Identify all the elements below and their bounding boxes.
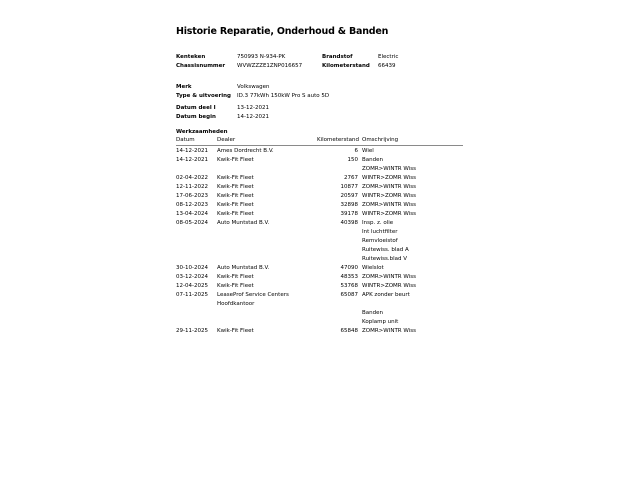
cell-omschrijving: Insp. z. olie Int luchtfilter Remvloeistof Ruitewiss. blad A Ruitewiss.blad V — [362, 220, 409, 262]
datum-deel-1-label: Datum deel I — [176, 105, 216, 111]
table-row — [176, 174, 463, 183]
cell-kilometerstand: 2767 — [344, 175, 358, 181]
kilometerstand-label: Kilometerstand — [322, 63, 370, 69]
cell-dealer: Kwik-Fit Fleet — [217, 193, 254, 199]
table-row — [176, 327, 463, 336]
datum-begin-label: Datum begin — [176, 114, 216, 120]
cell-omschrijving: APK zonder beurt Banden Koplamp unit — [362, 292, 410, 325]
cell-kilometerstand: 40398 — [340, 220, 358, 226]
cell-dealer: Kwik-Fit Fleet — [217, 328, 254, 334]
werkzaamheden-section-title: Werkzaamheden — [176, 129, 228, 135]
info-row-type-uitvoering — [176, 92, 468, 101]
table-header-row — [176, 137, 463, 146]
info-row-datum-begin — [176, 113, 468, 122]
cell-datum: 03-12-2024 — [176, 274, 208, 280]
cell-omschrijving: WINTR>ZOMR Wiss — [362, 193, 416, 199]
cell-kilometerstand: 39178 — [340, 211, 358, 217]
cell-kilometerstand: 65087 — [340, 292, 358, 298]
werkzaamheden-body — [176, 147, 463, 336]
cell-dealer: Kwik-Fit Fleet — [217, 175, 254, 181]
datum-deel-1-value: 13-12-2021 — [237, 105, 269, 111]
cell-omschrijving: ZOMR>WINTR Wiss — [362, 202, 416, 208]
table-row — [176, 201, 463, 210]
merk-value: Volkswagen — [237, 84, 270, 90]
cell-datum: 17-06-2023 — [176, 193, 208, 199]
cell-omschrijving: ZOMR>WINTR Wiss — [362, 184, 416, 190]
cell-datum: 08-05-2024 — [176, 220, 208, 226]
type-uitvoering-label: Type & uitvoering — [176, 93, 231, 99]
cell-omschrijving: ZOMR>WINTR Wiss — [362, 274, 416, 280]
cell-omschrijving: Wiel — [362, 148, 374, 154]
cell-omschrijving: Banden ZOMR>WINTR Wiss — [362, 157, 416, 172]
cell-omschrijving: WINTR>ZOMR Wiss — [362, 175, 416, 181]
table-row — [176, 156, 463, 174]
table-row — [176, 183, 463, 192]
table-row — [176, 273, 463, 282]
cell-omschrijving: WINTR>ZOMR Wiss — [362, 283, 416, 289]
cell-omschrijving: ZOMR>WINTR Wiss — [362, 328, 416, 334]
brandstof-label: Brandstof — [322, 54, 353, 60]
cell-datum: 12-04-2025 — [176, 283, 208, 289]
cell-datum: 12-11-2022 — [176, 184, 208, 190]
chassisnummer-value: WVWZZZE1ZNP016657 — [237, 63, 303, 69]
cell-kilometerstand: 65848 — [340, 328, 358, 334]
cell-dealer: Kwik-Fit Fleet — [217, 274, 254, 280]
cell-datum: 29-11-2025 — [176, 328, 208, 334]
cell-kilometerstand: 20597 — [340, 193, 358, 199]
kilometerstand-value: 66439 — [378, 63, 396, 69]
brandstof-value: Electric — [378, 54, 399, 60]
cell-datum: 30-10-2024 — [176, 265, 208, 271]
info-row-merk — [176, 83, 468, 92]
cell-dealer: Auto Muntstad B.V. — [217, 220, 270, 226]
cell-datum: 14-12-2021 — [176, 148, 208, 154]
cell-datum: 08-12-2023 — [176, 202, 208, 208]
table-row — [176, 282, 463, 291]
table-row — [176, 219, 463, 264]
cell-dealer: Auto Muntstad B.V. — [217, 265, 270, 271]
kenteken-value: 750993 N-934-PK — [237, 54, 286, 60]
table-row — [176, 210, 463, 219]
table-row — [176, 291, 463, 327]
cell-dealer: Kwik-Fit Fleet — [217, 157, 254, 163]
cell-omschrijving: Wielslot — [362, 265, 384, 271]
cell-dealer: LeaseProf Service Centers Hoofdkantoor — [217, 292, 289, 307]
werkzaamheden-table — [176, 137, 463, 336]
type-uitvoering-value: ID.3 77kWh 150kW Pro S auto 5D — [237, 93, 330, 99]
table-row — [176, 264, 463, 273]
column-header-omschrijving: Omschrijving — [362, 137, 399, 143]
cell-datum: 14-12-2021 — [176, 157, 208, 163]
cell-datum: 13-04-2024 — [176, 211, 208, 217]
kenteken-label: Kenteken — [176, 54, 206, 60]
cell-kilometerstand: 6 — [354, 148, 358, 154]
cell-omschrijving: WINTR>ZOMR Wiss — [362, 211, 416, 217]
cell-datum: 07-11-2025 — [176, 292, 208, 298]
cell-kilometerstand: 150 — [347, 157, 358, 163]
cell-dealer: Kwik-Fit Fleet — [217, 202, 254, 208]
column-header-dealer: Dealer — [217, 137, 236, 143]
column-header-datum: Datum — [176, 137, 195, 143]
column-header-kilometerstand: Kilometerstand — [317, 137, 359, 143]
merk-label: Merk — [176, 84, 192, 90]
table-row — [176, 192, 463, 201]
cell-dealer: Kwik-Fit Fleet — [217, 283, 254, 289]
cell-kilometerstand: 32898 — [340, 202, 358, 208]
table-row — [176, 147, 463, 156]
page-title: Historie Reparatie, Onderhoud & Banden — [176, 26, 389, 37]
cell-kilometerstand: 10877 — [340, 184, 358, 190]
cell-dealer: Kwik-Fit Fleet — [217, 211, 254, 217]
chassisnummer-label: Chassisnummer — [176, 63, 226, 69]
report-content — [176, 26, 468, 336]
cell-datum: 02-04-2022 — [176, 175, 208, 181]
cell-dealer: Kwik-Fit Fleet — [217, 184, 254, 190]
datum-begin-value: 14-12-2021 — [237, 114, 269, 120]
cell-kilometerstand: 53768 — [340, 283, 358, 289]
cell-kilometerstand: 47090 — [340, 265, 358, 271]
spacer — [176, 71, 468, 83]
info-row-chassis-kilometerstand — [176, 62, 468, 71]
cell-dealer: Ames Dordrecht B.V. — [217, 148, 274, 154]
cell-kilometerstand: 48353 — [340, 274, 358, 280]
info-row-datum-deel-1 — [176, 104, 468, 113]
info-row-kenteken-brandstof — [176, 53, 468, 62]
